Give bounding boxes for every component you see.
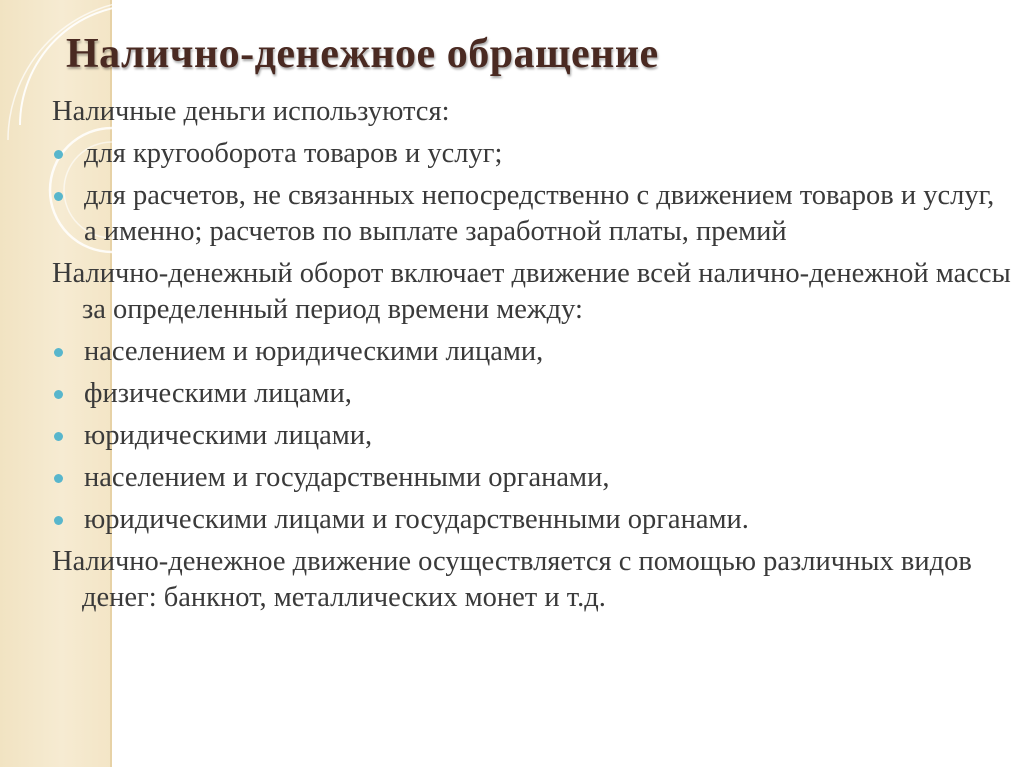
list-item-text: населением и государственными органами, <box>84 462 610 493</box>
bullet-dot-icon <box>54 474 63 483</box>
bullet-dot-icon <box>54 516 63 525</box>
list-item-text: населением и юридическими лицами, <box>84 336 544 367</box>
bullet-dot-icon <box>54 348 63 357</box>
list-item <box>52 178 1012 250</box>
intro-text: Наличные деньги используются: <box>52 96 450 127</box>
list-item <box>52 418 1012 454</box>
list-item <box>52 334 1012 370</box>
list-item-text: юридическими лицами и государственными органами. <box>84 504 749 535</box>
slide-content <box>52 94 1012 622</box>
bullet-dot-icon <box>54 390 63 399</box>
bullet-dot-icon <box>54 192 63 201</box>
list-item <box>52 136 1012 172</box>
list-item-text: физическими лицами, <box>84 378 352 409</box>
list-item-text: юридическими лицами, <box>84 420 373 451</box>
list-item <box>52 460 1012 496</box>
bullet-dot-icon <box>54 432 63 441</box>
bullet-dot-icon <box>54 150 63 159</box>
slide-title: Налично-денежное обращение <box>66 31 659 77</box>
list-item-text: для расчетов, не связанных непосредственно с движением товаров и услуг, а именно; расчетов по выплате заработной платы, премий <box>84 180 995 247</box>
conclusion-text: Налично-денежное движение осуществляется с помощью различных видов денег: банкнот, металлических монет и т.д. <box>52 546 972 613</box>
list-item-text: для кругооборота товаров и услуг; <box>84 138 503 169</box>
turnover-text: Налично-денежный оборот включает движение всей налично-денежной массы за определенный период времени между: <box>52 258 1011 325</box>
list-item <box>52 376 1012 412</box>
list-item <box>52 502 1012 538</box>
